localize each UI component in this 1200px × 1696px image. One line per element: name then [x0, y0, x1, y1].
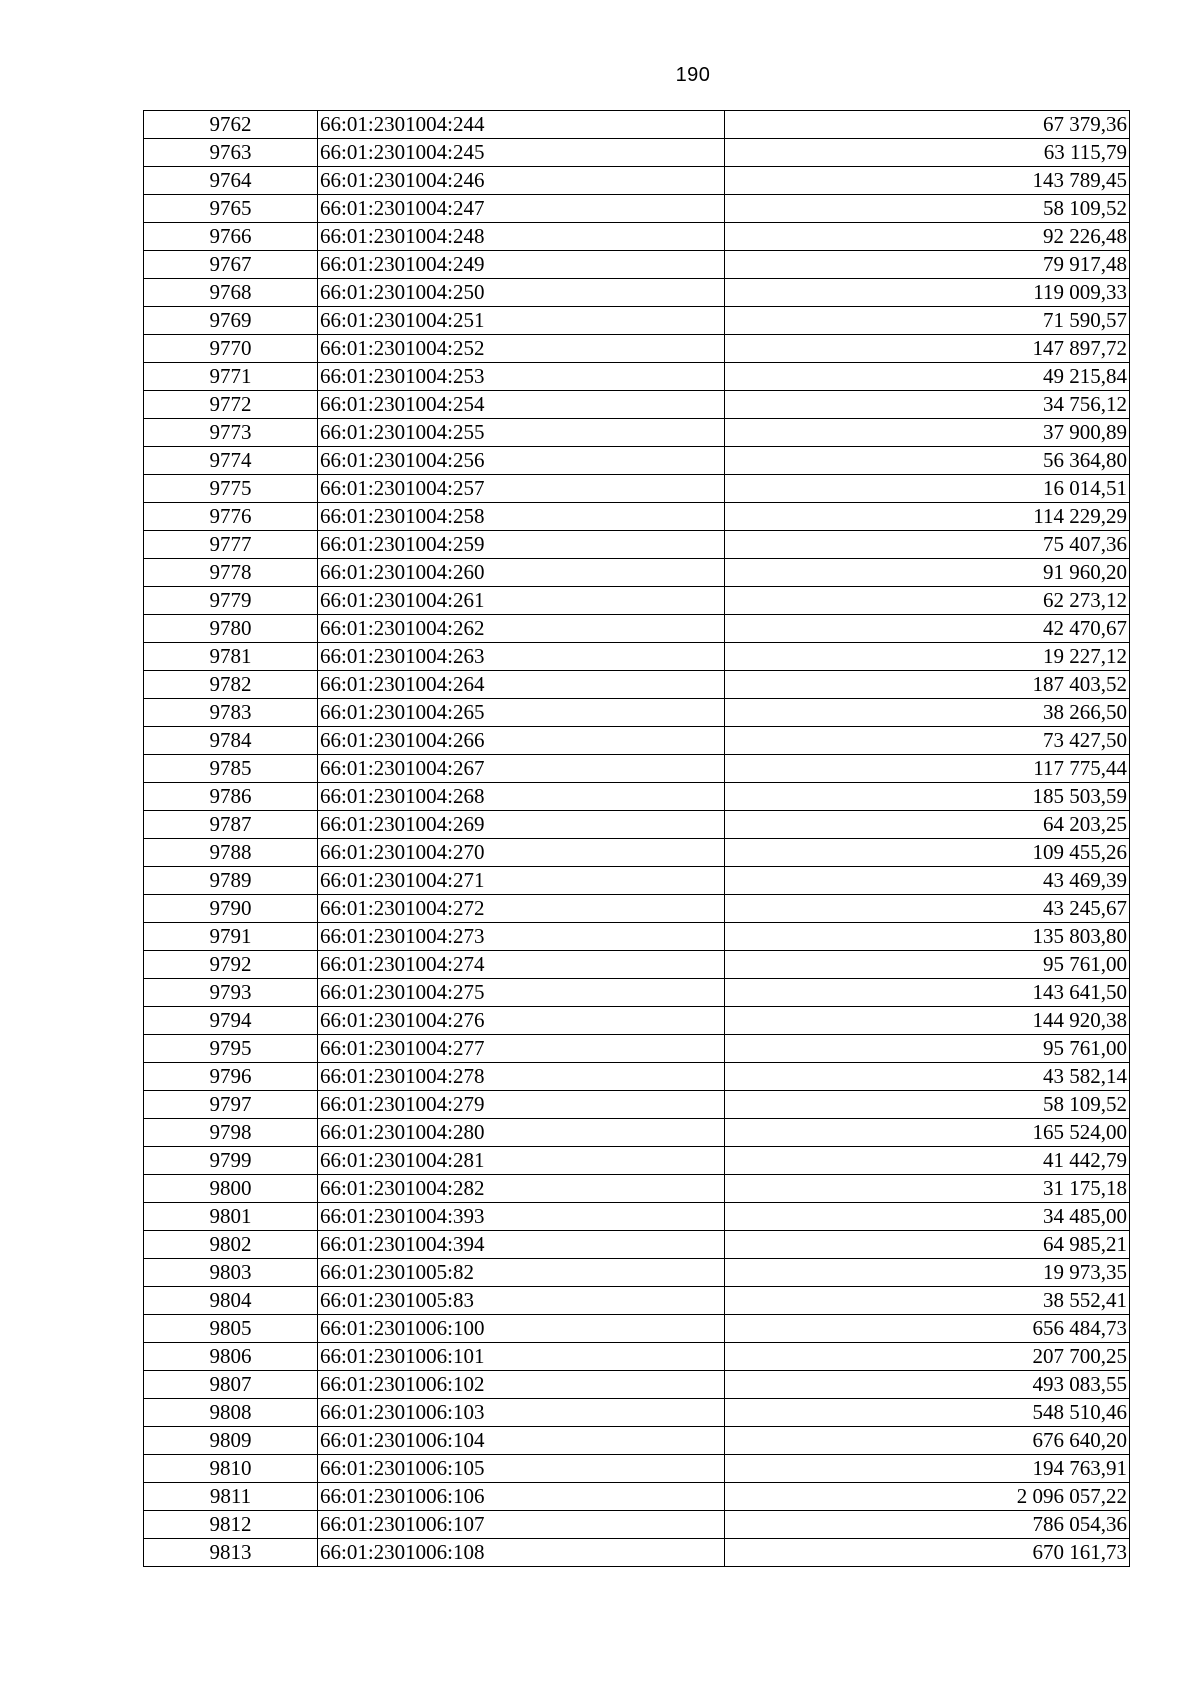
- table-row: [144, 755, 1130, 783]
- table-row: [144, 503, 1130, 531]
- cadastral-number-cell: 66:01:2301006:107: [318, 1511, 725, 1539]
- table-row: [144, 559, 1130, 587]
- row-number-cell: 9806: [144, 1343, 318, 1371]
- cadastral-value-cell: 43 245,67: [725, 895, 1130, 923]
- cadastral-number-cell: 66:01:2301004:249: [318, 251, 725, 279]
- row-number-cell: 9793: [144, 979, 318, 1007]
- table-row: [144, 391, 1130, 419]
- table-row: [144, 1119, 1130, 1147]
- table-row: [144, 447, 1130, 475]
- cadastral-value-cell: 41 442,79: [725, 1147, 1130, 1175]
- table-row: [144, 139, 1130, 167]
- table-row: [144, 587, 1130, 615]
- cadastral-value-cell: 63 115,79: [725, 139, 1130, 167]
- row-number-cell: 9788: [144, 839, 318, 867]
- cadastral-number-cell: 66:01:2301006:101: [318, 1343, 725, 1371]
- cadastral-number-cell: 66:01:2301004:266: [318, 727, 725, 755]
- table-row: [144, 307, 1130, 335]
- cadastral-value-cell: 58 109,52: [725, 1091, 1130, 1119]
- cadastral-number-cell: 66:01:2301005:82: [318, 1259, 725, 1287]
- cadastral-value-cell: 143 641,50: [725, 979, 1130, 1007]
- cadastral-value-cell: 34 756,12: [725, 391, 1130, 419]
- row-number-cell: 9780: [144, 615, 318, 643]
- table-row: [144, 1035, 1130, 1063]
- row-number-cell: 9763: [144, 139, 318, 167]
- cadastral-number-cell: 66:01:2301004:252: [318, 335, 725, 363]
- cadastral-number-cell: 66:01:2301004:268: [318, 783, 725, 811]
- table-row: [144, 419, 1130, 447]
- table-row: [144, 475, 1130, 503]
- cadastral-number-cell: 66:01:2301004:267: [318, 755, 725, 783]
- cadastral-number-cell: 66:01:2301004:253: [318, 363, 725, 391]
- table-row: [144, 1511, 1130, 1539]
- cadastral-number-cell: 66:01:2301004:275: [318, 979, 725, 1007]
- cadastral-number-cell: 66:01:2301004:256: [318, 447, 725, 475]
- cadastral-value-cell: 656 484,73: [725, 1315, 1130, 1343]
- table-row: [144, 979, 1130, 1007]
- cadastral-number-cell: 66:01:2301004:272: [318, 895, 725, 923]
- cadastral-number-cell: 66:01:2301006:108: [318, 1539, 725, 1567]
- cadastral-value-cell: 95 761,00: [725, 951, 1130, 979]
- cadastral-number-cell: 66:01:2301004:261: [318, 587, 725, 615]
- cadastral-value-cell: 147 897,72: [725, 335, 1130, 363]
- cadastral-number-cell: 66:01:2301004:247: [318, 195, 725, 223]
- row-number-cell: 9802: [144, 1231, 318, 1259]
- cadastral-value-cell: 548 510,46: [725, 1399, 1130, 1427]
- row-number-cell: 9804: [144, 1287, 318, 1315]
- row-number-cell: 9799: [144, 1147, 318, 1175]
- table-row: [144, 1007, 1130, 1035]
- row-number-cell: 9808: [144, 1399, 318, 1427]
- cadastral-value-cell: 119 009,33: [725, 279, 1130, 307]
- cadastral-value-cell: 67 379,36: [725, 111, 1130, 139]
- cadastral-number-cell: 66:01:2301004:254: [318, 391, 725, 419]
- row-number-cell: 9766: [144, 223, 318, 251]
- table-row: [144, 1399, 1130, 1427]
- cadastral-number-cell: 66:01:2301004:269: [318, 811, 725, 839]
- table-row: [144, 1371, 1130, 1399]
- row-number-cell: 9781: [144, 643, 318, 671]
- table-row: [144, 251, 1130, 279]
- row-number-cell: 9794: [144, 1007, 318, 1035]
- row-number-cell: 9773: [144, 419, 318, 447]
- cadastral-number-cell: 66:01:2301006:100: [318, 1315, 725, 1343]
- table-row: [144, 1427, 1130, 1455]
- table-row: [144, 167, 1130, 195]
- cadastral-value-cell: 79 917,48: [725, 251, 1130, 279]
- row-number-cell: 9811: [144, 1483, 318, 1511]
- cadastral-value-cell: 56 364,80: [725, 447, 1130, 475]
- cadastral-value-cell: 71 590,57: [725, 307, 1130, 335]
- cadastral-value-cell: 95 761,00: [725, 1035, 1130, 1063]
- cadastral-value-cell: 43 469,39: [725, 867, 1130, 895]
- cadastral-value-table: [143, 110, 1130, 1567]
- row-number-cell: 9770: [144, 335, 318, 363]
- cadastral-value-cell: 135 803,80: [725, 923, 1130, 951]
- cadastral-value-cell: 43 582,14: [725, 1063, 1130, 1091]
- cadastral-value-cell: 73 427,50: [725, 727, 1130, 755]
- row-number-cell: 9783: [144, 699, 318, 727]
- table-row: [144, 279, 1130, 307]
- row-number-cell: 9791: [144, 923, 318, 951]
- table-row: [144, 1315, 1130, 1343]
- cadastral-value-cell: 194 763,91: [725, 1455, 1130, 1483]
- cadastral-value-cell: 62 273,12: [725, 587, 1130, 615]
- row-number-cell: 9762: [144, 111, 318, 139]
- table-row: [144, 531, 1130, 559]
- cadastral-value-cell: 75 407,36: [725, 531, 1130, 559]
- row-number-cell: 9807: [144, 1371, 318, 1399]
- table-row: [144, 1259, 1130, 1287]
- table-row: [144, 1455, 1130, 1483]
- row-number-cell: 9782: [144, 671, 318, 699]
- table-row: [144, 223, 1130, 251]
- cadastral-number-cell: 66:01:2301004:246: [318, 167, 725, 195]
- table-row: [144, 1203, 1130, 1231]
- cadastral-number-cell: 66:01:2301006:103: [318, 1399, 725, 1427]
- cadastral-number-cell: 66:01:2301005:83: [318, 1287, 725, 1315]
- row-number-cell: 9792: [144, 951, 318, 979]
- table-row: [144, 1231, 1130, 1259]
- cadastral-value-cell: 64 203,25: [725, 811, 1130, 839]
- page-number: 190: [675, 64, 711, 86]
- row-number-cell: 9768: [144, 279, 318, 307]
- row-number-cell: 9765: [144, 195, 318, 223]
- cadastral-number-cell: 66:01:2301004:277: [318, 1035, 725, 1063]
- cadastral-value-cell: 49 215,84: [725, 363, 1130, 391]
- cadastral-value-cell: 676 640,20: [725, 1427, 1130, 1455]
- cadastral-value-cell: 19 973,35: [725, 1259, 1130, 1287]
- cadastral-value-cell: 144 920,38: [725, 1007, 1130, 1035]
- cadastral-value-cell: 37 900,89: [725, 419, 1130, 447]
- cadastral-value-cell: 207 700,25: [725, 1343, 1130, 1371]
- cadastral-number-cell: 66:01:2301004:281: [318, 1147, 725, 1175]
- table-row: [144, 699, 1130, 727]
- row-number-cell: 9764: [144, 167, 318, 195]
- row-number-cell: 9769: [144, 307, 318, 335]
- cadastral-number-cell: 66:01:2301004:248: [318, 223, 725, 251]
- cadastral-number-cell: 66:01:2301004:257: [318, 475, 725, 503]
- row-number-cell: 9772: [144, 391, 318, 419]
- cadastral-number-cell: 66:01:2301006:106: [318, 1483, 725, 1511]
- cadastral-number-cell: 66:01:2301004:258: [318, 503, 725, 531]
- cadastral-number-cell: 66:01:2301006:105: [318, 1455, 725, 1483]
- row-number-cell: 9790: [144, 895, 318, 923]
- table-row: [144, 1483, 1130, 1511]
- cadastral-value-cell: 185 503,59: [725, 783, 1130, 811]
- cadastral-number-cell: 66:01:2301004:262: [318, 615, 725, 643]
- cadastral-number-cell: 66:01:2301006:102: [318, 1371, 725, 1399]
- cadastral-number-cell: 66:01:2301004:280: [318, 1119, 725, 1147]
- cadastral-number-cell: 66:01:2301004:255: [318, 419, 725, 447]
- cadastral-number-cell: 66:01:2301004:276: [318, 1007, 725, 1035]
- row-number-cell: 9796: [144, 1063, 318, 1091]
- cadastral-number-cell: 66:01:2301006:104: [318, 1427, 725, 1455]
- cadastral-number-cell: 66:01:2301004:259: [318, 531, 725, 559]
- cadastral-value-cell: 2 096 057,22: [725, 1483, 1130, 1511]
- table-row: [144, 195, 1130, 223]
- cadastral-number-cell: 66:01:2301004:394: [318, 1231, 725, 1259]
- cadastral-value-cell: 143 789,45: [725, 167, 1130, 195]
- cadastral-number-cell: 66:01:2301004:264: [318, 671, 725, 699]
- table-row: [144, 895, 1130, 923]
- cadastral-value-cell: 670 161,73: [725, 1539, 1130, 1567]
- cadastral-value-cell: 109 455,26: [725, 839, 1130, 867]
- cadastral-number-cell: 66:01:2301004:270: [318, 839, 725, 867]
- cadastral-value-cell: 114 229,29: [725, 503, 1130, 531]
- table-body: [144, 111, 1130, 1567]
- row-number-cell: 9789: [144, 867, 318, 895]
- cadastral-number-cell: 66:01:2301004:273: [318, 923, 725, 951]
- cadastral-value-cell: 19 227,12: [725, 643, 1130, 671]
- row-number-cell: 9813: [144, 1539, 318, 1567]
- table-row: [144, 335, 1130, 363]
- table-row: [144, 727, 1130, 755]
- table-row: [144, 643, 1130, 671]
- table-row: [144, 1287, 1130, 1315]
- cadastral-number-cell: 66:01:2301004:279: [318, 1091, 725, 1119]
- cadastral-number-cell: 66:01:2301004:244: [318, 111, 725, 139]
- table-row: [144, 1175, 1130, 1203]
- table-row: [144, 923, 1130, 951]
- cadastral-value-cell: 493 083,55: [725, 1371, 1130, 1399]
- table-row: [144, 783, 1130, 811]
- row-number-cell: 9805: [144, 1315, 318, 1343]
- table-row: [144, 1091, 1130, 1119]
- cadastral-number-cell: 66:01:2301004:265: [318, 699, 725, 727]
- row-number-cell: 9797: [144, 1091, 318, 1119]
- row-number-cell: 9779: [144, 587, 318, 615]
- cadastral-value-cell: 42 470,67: [725, 615, 1130, 643]
- cadastral-value-cell: 786 054,36: [725, 1511, 1130, 1539]
- table-row: [144, 1343, 1130, 1371]
- row-number-cell: 9800: [144, 1175, 318, 1203]
- cadastral-value-cell: 187 403,52: [725, 671, 1130, 699]
- row-number-cell: 9787: [144, 811, 318, 839]
- table-row: [144, 1539, 1130, 1567]
- row-number-cell: 9777: [144, 531, 318, 559]
- cadastral-value-cell: 38 552,41: [725, 1287, 1130, 1315]
- cadastral-number-cell: 66:01:2301004:251: [318, 307, 725, 335]
- row-number-cell: 9786: [144, 783, 318, 811]
- cadastral-value-cell: 38 266,50: [725, 699, 1130, 727]
- table-row: [144, 363, 1130, 391]
- cadastral-value-cell: 31 175,18: [725, 1175, 1130, 1203]
- table-row: [144, 811, 1130, 839]
- row-number-cell: 9785: [144, 755, 318, 783]
- row-number-cell: 9774: [144, 447, 318, 475]
- row-number-cell: 9798: [144, 1119, 318, 1147]
- cadastral-number-cell: 66:01:2301004:271: [318, 867, 725, 895]
- cadastral-number-cell: 66:01:2301004:250: [318, 279, 725, 307]
- table-row: [144, 671, 1130, 699]
- row-number-cell: 9795: [144, 1035, 318, 1063]
- cadastral-value-cell: 58 109,52: [725, 195, 1130, 223]
- cadastral-number-cell: 66:01:2301004:278: [318, 1063, 725, 1091]
- row-number-cell: 9809: [144, 1427, 318, 1455]
- row-number-cell: 9801: [144, 1203, 318, 1231]
- row-number-cell: 9771: [144, 363, 318, 391]
- row-number-cell: 9775: [144, 475, 318, 503]
- table-row: [144, 1063, 1130, 1091]
- row-number-cell: 9767: [144, 251, 318, 279]
- table-row: [144, 867, 1130, 895]
- cadastral-value-cell: 92 226,48: [725, 223, 1130, 251]
- cadastral-number-cell: 66:01:2301004:282: [318, 1175, 725, 1203]
- cadastral-number-cell: 66:01:2301004:393: [318, 1203, 725, 1231]
- cadastral-value-cell: 165 524,00: [725, 1119, 1130, 1147]
- table-row: [144, 839, 1130, 867]
- cadastral-number-cell: 66:01:2301004:263: [318, 643, 725, 671]
- cadastral-value-cell: 91 960,20: [725, 559, 1130, 587]
- cadastral-value-cell: 64 985,21: [725, 1231, 1130, 1259]
- cadastral-number-cell: 66:01:2301004:274: [318, 951, 725, 979]
- cadastral-number-cell: 66:01:2301004:260: [318, 559, 725, 587]
- cadastral-value-cell: 34 485,00: [725, 1203, 1130, 1231]
- row-number-cell: 9803: [144, 1259, 318, 1287]
- table-row: [144, 951, 1130, 979]
- row-number-cell: 9778: [144, 559, 318, 587]
- cadastral-value-cell: 16 014,51: [725, 475, 1130, 503]
- row-number-cell: 9812: [144, 1511, 318, 1539]
- row-number-cell: 9810: [144, 1455, 318, 1483]
- row-number-cell: 9776: [144, 503, 318, 531]
- table-row: [144, 1147, 1130, 1175]
- cadastral-value-cell: 117 775,44: [725, 755, 1130, 783]
- table-row: [144, 615, 1130, 643]
- cadastral-number-cell: 66:01:2301004:245: [318, 139, 725, 167]
- row-number-cell: 9784: [144, 727, 318, 755]
- table-row: [144, 111, 1130, 139]
